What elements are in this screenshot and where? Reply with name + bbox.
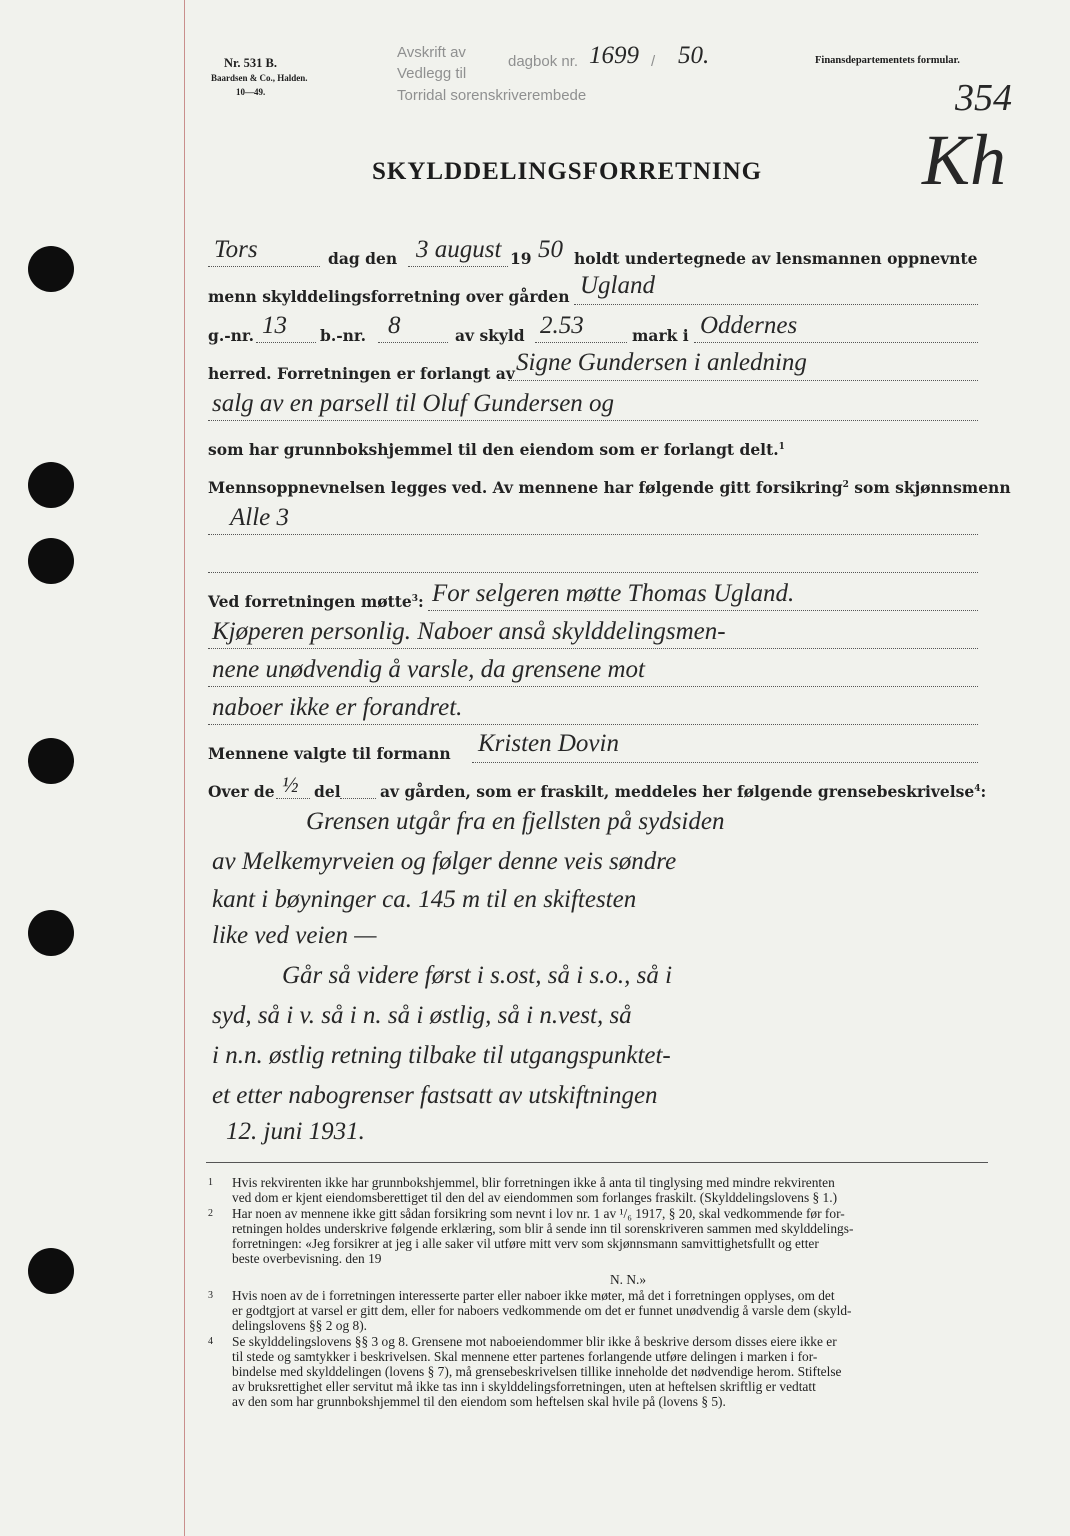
mote-line-2: Kjøperen personlig. Naboer anså skylddelingsmen- [212, 618, 726, 645]
footnote-rule [206, 1162, 988, 1163]
dagbok-label: dagbok nr. [508, 53, 579, 70]
fill-line [378, 342, 448, 343]
fill-line [340, 798, 376, 799]
binder-hole [28, 910, 74, 956]
year-suffix: 50 [538, 236, 563, 263]
description-line: kant i bøyninger ca. 145 m til en skiftesten [212, 886, 637, 913]
fill-line [694, 342, 978, 343]
mark-i-label: mark i [632, 326, 689, 345]
gnr-value: 13 [262, 312, 287, 339]
menns-text: Mennsoppnevnelsen legges ved. Av mennene har følgende gitt forsikring$^2$ som skjønnsmenn [208, 478, 1011, 497]
dagbok-year-separator: / [651, 53, 656, 70]
page-number: 354 [955, 77, 1012, 119]
formann-name: Kristen Dovin [478, 730, 619, 757]
fill-line [208, 724, 978, 725]
del-label: del [314, 782, 341, 801]
fill-line [208, 534, 978, 535]
stamp-avskrift: Avskrift av [397, 44, 466, 61]
skyld-label: av skyld [455, 326, 525, 345]
description-line: syd, så i v. så i n. så i østlig, så i n.vest, så [212, 1002, 632, 1029]
date: 3 august [416, 236, 502, 263]
grense-label: av gården, som er fraskilt, meddeles her følgende grensebeskrivelse$^4$: [380, 782, 987, 801]
binder-hole [28, 462, 74, 508]
footnote-signature: N. N.» [610, 1272, 647, 1287]
fill-line [208, 648, 978, 649]
fill-line [208, 420, 978, 421]
mote-line-4: naboer ikke er forandret. [212, 694, 463, 721]
description-line: 12. juni 1931. [226, 1118, 365, 1145]
fill-line [472, 762, 978, 763]
fill-line [208, 686, 978, 687]
fill-line [428, 610, 978, 611]
farm-name: Ugland [580, 272, 655, 299]
description-line: like ved veien — [212, 922, 377, 949]
page-title: SKYLDDELINGSFORRETNING [372, 158, 763, 185]
form-number: Nr. 531 B. [224, 56, 278, 70]
footnote-3: 3 Hvis noen av de i forretningen interesserte parter eller naboer ikke møter, må det i forretningen opplyses, om det er godtgjort at varsel er gitt dem, eller for naboers vedkommende om det er funnet unødvendig å varsle dem (skyld- delingslovens §§ 2 og 8). [208, 1288, 852, 1333]
mote-line-3: nene unødvendig å varsle, da grensene mot [212, 656, 645, 683]
skyld-value: 2.53 [540, 312, 584, 339]
printer-name: Baardsen & Co., Halden. [211, 73, 308, 83]
footnote-1: 1 Hvis rekvirenten ikke har grunnbokshjemmel, blir forretningen ikke å anta til tinglysing med mindre rekvirenten ved dom er kjent eiendomsberettiget til den del av eiendommen som forlanges fraskilt. (Skylddelingslovens § 1.) [208, 1175, 838, 1205]
dagbok-number: 1699 [589, 42, 639, 69]
description-line: et etter nabogrenser fastsatt av utskiftningen [212, 1082, 658, 1109]
year-prefix: 19 [510, 249, 532, 268]
mote-label: Ved forretningen møtte$^3$: [208, 592, 424, 611]
over-de-label: Over de [208, 782, 275, 801]
footnote-2: 2 Har noen av mennene ikke gitt sådan forsikring som nevnt i lov nr. 1 av ¹/₆ 1917, § 20, skal vedkommende før for- retningen holdes underskrive følgende erklæring, som blir å sende inn til sorenskriveren sammen med skylddelings- forretningen: «Jeg forsikrer at jeg i alle saker vil utføre mitt verv som skjønnsmann samvittighetsfullt og etter beste overbevisning. den 19 [208, 1206, 854, 1266]
binder-hole [28, 538, 74, 584]
men-line: Alle 3 [230, 504, 290, 531]
stamp-vedlegg: Vedlegg til [397, 65, 467, 82]
fill-line [208, 266, 320, 267]
description-line: Går så videre først i s.ost, så i s.o., så i [282, 962, 673, 989]
weekday: Tors [214, 236, 258, 263]
mote-line-1: For selgeren møtte Thomas Ugland. [432, 580, 795, 607]
holdt-text: holdt undertegnede av lensmannen oppnevnte [574, 249, 978, 268]
herred-text: herred. Forretningen er forlangt av [208, 364, 515, 383]
gnr-label: g.-nr. [208, 326, 255, 345]
fill-line [208, 572, 978, 573]
bnr-value: 8 [388, 312, 401, 339]
stamp-embede: Torridal sorenskriverembede [397, 87, 587, 104]
fill-line [508, 380, 978, 381]
grunnbok-text: som har grunnbokshjemmel til den eiendom som er forlangt delt.$^1$ [208, 440, 785, 459]
fill-line [535, 342, 627, 343]
bnr-label: b.-nr. [320, 326, 367, 345]
initials: Kh [922, 120, 1007, 200]
description-line: av Melkemyrveien og følger denne veis søndre [212, 848, 677, 875]
description-line: i n.n. østlig retning tilbake til utgangspunktet- [212, 1042, 671, 1069]
dag-den-label: dag den [328, 249, 398, 268]
binder-hole [28, 738, 74, 784]
binder-hole [28, 246, 74, 292]
binder-hole [28, 1248, 74, 1294]
menn-text: menn skylddelingsforretning over gården [208, 287, 570, 306]
fill-line [408, 266, 508, 267]
margin-line [184, 0, 185, 1536]
print-date: 10—49. [236, 87, 266, 97]
fraction-value: ½ [282, 772, 299, 797]
requester: Signe Gundersen i anledning [516, 349, 807, 376]
footnote-4: 4 Se skylddelingslovens §§ 3 og 8. Grensene mot naboeiendommer blir ikke å beskrive dersom disses eiere ikke er til stede og samtykker i beskrivelsen. Skal mennene etter partenes forlangende utføre delingen i marken i for- bindelse med skylddelingen (lovens § 7), må grensebeskrivelsen tillike inneholde det nødvendige herom. Stiftelse av bruksrettighet eller servitut må ikke tas inn i skylddelingsforretningen, uten at heftelsen skriftlig er vedtatt av den som har grunnbokshjemmel til den eiendom som heftelsen skal hvile på (lovens § 5). [208, 1334, 842, 1409]
municipality: Oddernes [700, 312, 798, 339]
dagbok-year: 50. [678, 42, 710, 69]
fill-line [256, 342, 316, 343]
ministry-label: Finansdepartementets formular. [815, 55, 960, 66]
fill-line [574, 304, 978, 305]
formann-label: Mennene valgte til formann [208, 744, 451, 763]
fill-line [276, 798, 310, 799]
requester-line-2: salg av en parsell til Oluf Gundersen og [212, 390, 615, 417]
description-line: Grensen utgår fra en fjellsten på sydsiden [306, 808, 725, 835]
